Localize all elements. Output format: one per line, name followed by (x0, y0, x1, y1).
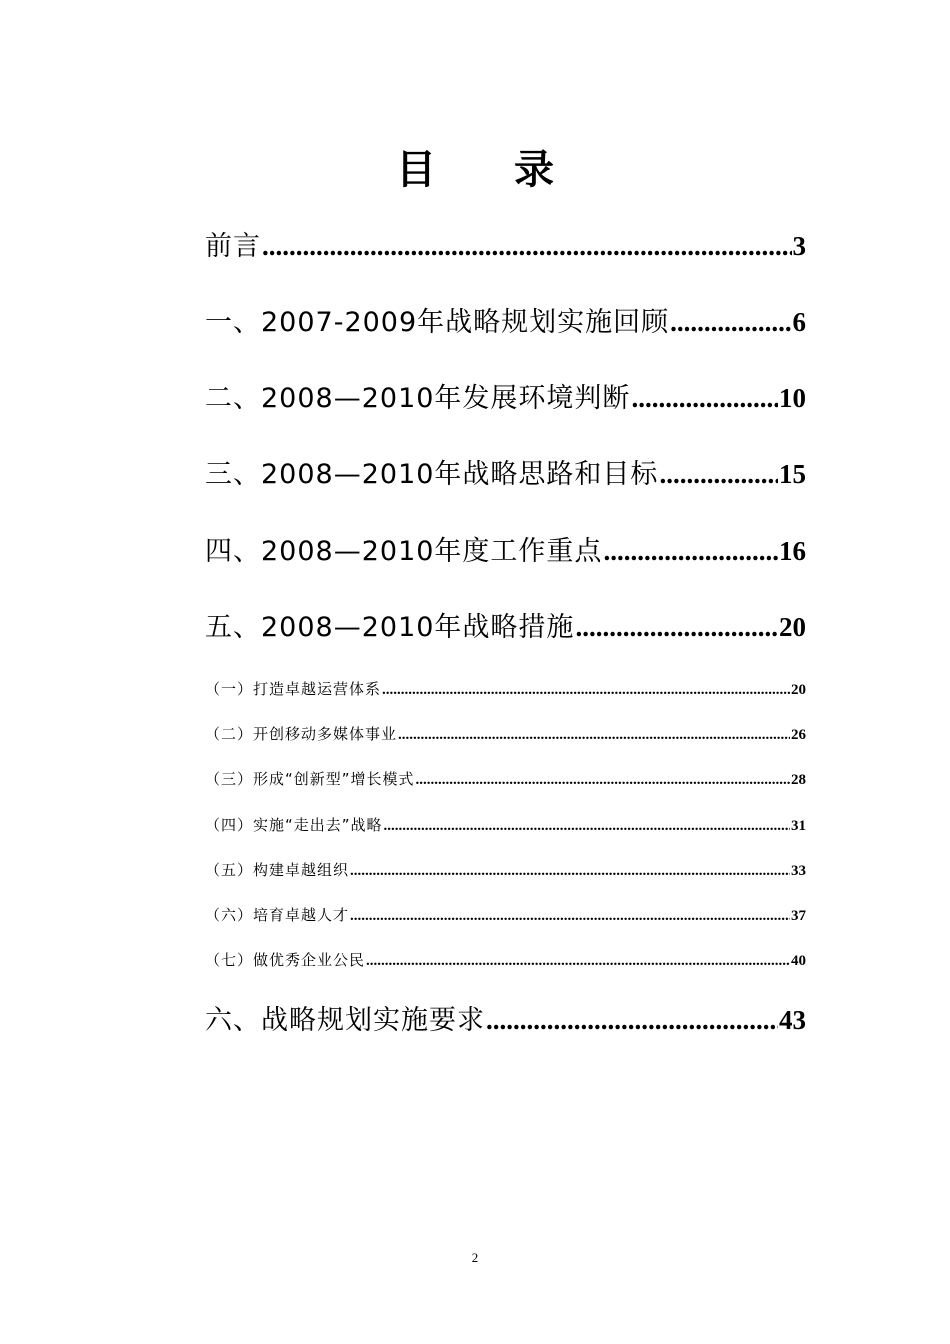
toc-subentry-3[interactable] (205, 768, 806, 792)
toc-entry-label: 六、战略规划实施要求 (205, 1005, 485, 1036)
toc-entry-label: 一、2007-2009年战略规划实施回顾 (205, 307, 670, 338)
toc-entry-3[interactable] (205, 452, 806, 492)
toc-entry-2[interactable] (205, 376, 806, 416)
toc-subentry-page: 31 (791, 818, 806, 834)
toc-subentry-7[interactable] (205, 949, 806, 973)
toc-subentry-page: 28 (791, 772, 806, 788)
toc-subentry-2[interactable] (205, 723, 806, 747)
toc-entry-label: 二、2008—2010年发展环境判断 (205, 383, 631, 414)
toc-subentry-page: 33 (791, 863, 806, 879)
toc-entry-4[interactable] (205, 529, 806, 569)
toc-subentry-page: 20 (791, 682, 806, 698)
toc-leader-dots (398, 727, 790, 744)
toc-entry-page: 43 (779, 1005, 806, 1035)
toc-leader-dots (670, 307, 791, 338)
toc-subentry-label: （一）打造卓越运营体系 (205, 680, 382, 698)
toc-entry-page: 10 (779, 383, 806, 413)
toc-subentry-label: （七）做优秀企业公民 (205, 951, 366, 969)
toc-subentry-5[interactable] (205, 859, 806, 883)
toc-leader-dots (366, 953, 790, 970)
toc-leader-dots (262, 231, 792, 262)
toc-leader-dots (350, 863, 790, 880)
toc-leader-dots (659, 459, 778, 490)
toc-entry-1[interactable] (205, 300, 806, 340)
toc-entry-label: 四、2008—2010年度工作重点 (205, 536, 603, 567)
toc-entry-label: 五、2008—2010年战略措施 (205, 612, 575, 643)
toc-subentry-page: 37 (791, 908, 806, 924)
toc-leader-dots (486, 1005, 778, 1036)
toc-leader-dots (575, 612, 778, 643)
toc-subentry-label: （四）实施“走出去”战略 (205, 816, 383, 834)
toc-entry-label: 前言 (205, 231, 261, 262)
toc-entry-6[interactable] (205, 998, 806, 1038)
toc-title: 目 录 (396, 147, 586, 193)
toc-subentry-4[interactable] (205, 814, 806, 838)
toc-entry-page: 3 (792, 231, 806, 261)
toc-subentry-page: 26 (791, 727, 806, 743)
toc-leader-dots (603, 536, 778, 567)
toc-entry-page: 20 (779, 612, 806, 642)
toc-entry-label: 三、2008—2010年战略思路和目标 (205, 459, 659, 490)
toc-entry-page: 15 (779, 459, 806, 489)
toc-subentry-label: （二）开创移动多媒体事业 (205, 725, 398, 743)
toc-entry-5[interactable] (205, 605, 806, 645)
toc-subentry-6[interactable] (205, 904, 806, 928)
toc-leader-dots (416, 772, 790, 789)
toc-subentry-label: （五）构建卓越组织 (205, 861, 350, 879)
toc-leader-dots (631, 383, 778, 414)
toc-entry-preface[interactable] (205, 224, 806, 264)
page-number: 2 (471, 1250, 479, 1265)
toc-leader-dots (384, 818, 790, 835)
toc-subentry-label: （三）形成“创新型”增长模式 (205, 770, 415, 788)
toc-leader-dots (350, 908, 790, 925)
toc-entry-page: 6 (792, 307, 806, 337)
toc-subentry-page: 40 (791, 953, 806, 969)
toc-subentry-1[interactable] (205, 678, 806, 702)
toc-subentry-label: （六）培育卓越人才 (205, 906, 350, 924)
toc-entry-page: 16 (779, 536, 806, 566)
toc-leader-dots (382, 682, 790, 699)
